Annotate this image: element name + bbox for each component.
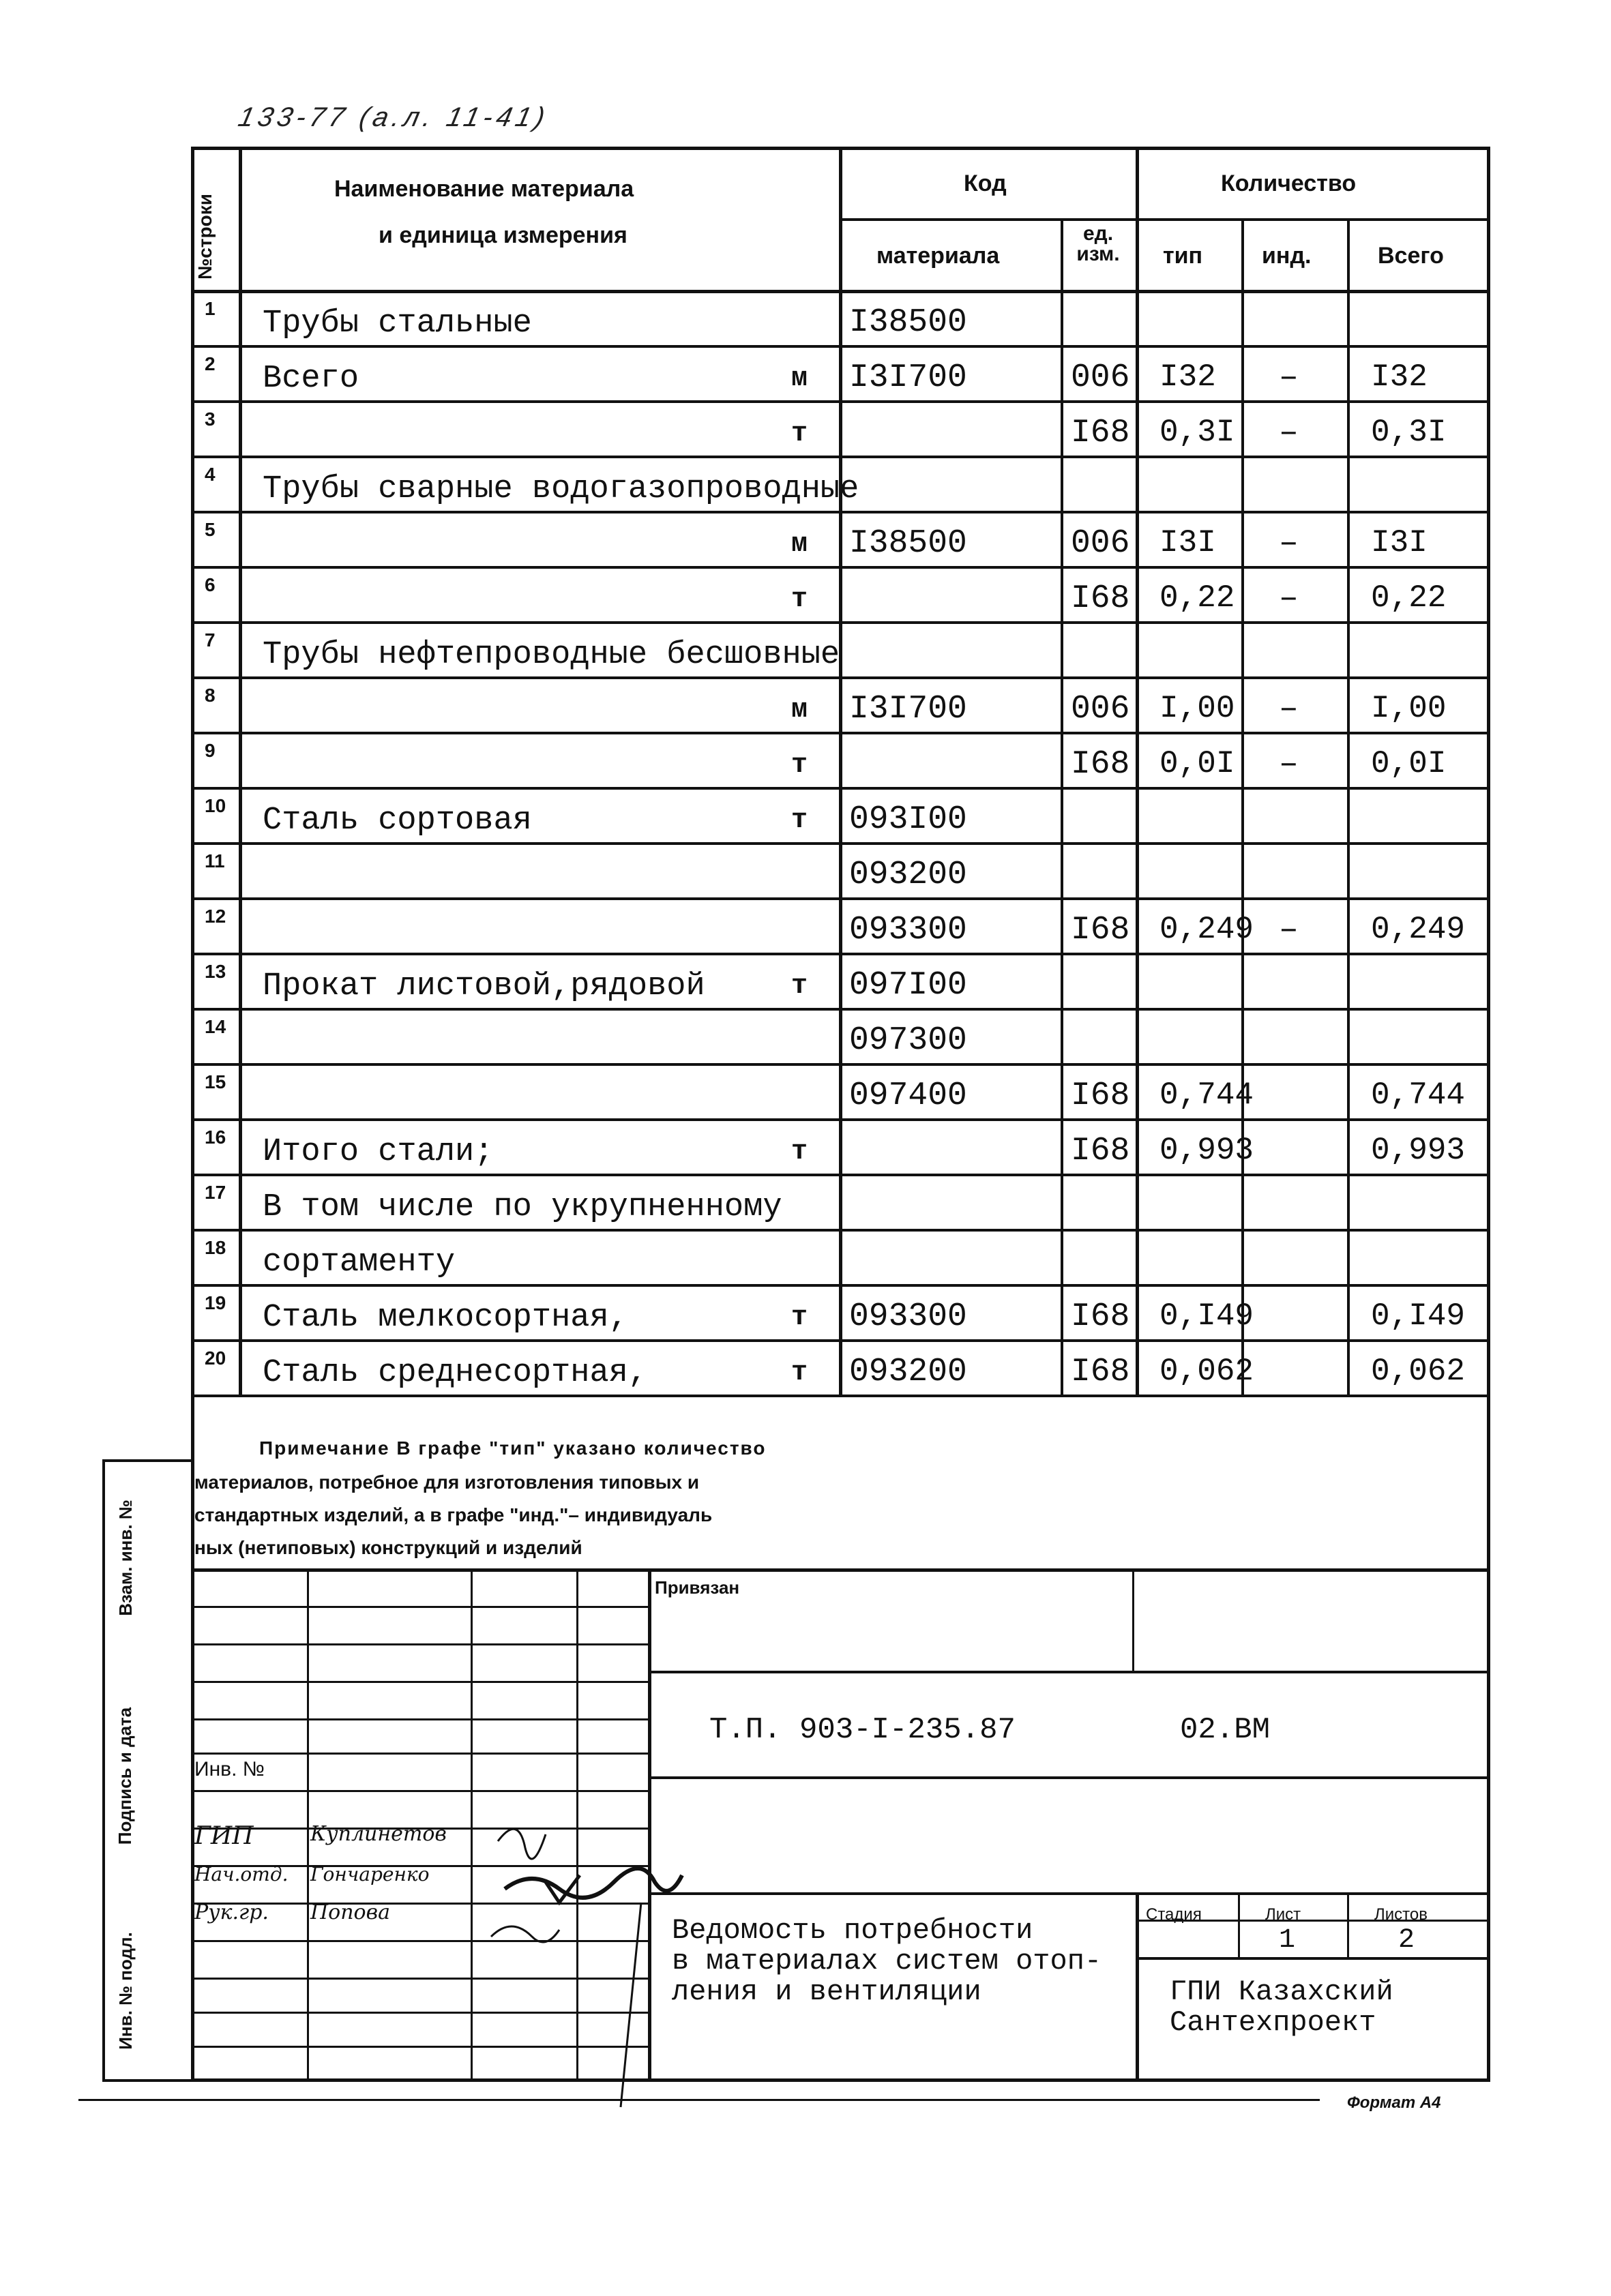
stamp-grid-line [191,1606,648,1608]
side-strip [102,1459,191,2082]
row-line [191,842,1490,845]
stamp-title-top [648,1892,1490,1895]
row-qty-type: 0,744 [1159,1077,1254,1113]
row-name: Трубы стальные [263,305,532,342]
row-number: 20 [205,1347,226,1369]
row-material-code: I38500 [849,525,967,562]
col-line-type [1241,218,1244,1395]
stamp-col-a [307,1568,309,2082]
row-line [191,621,1490,624]
row-qty-total: 0,I49 [1371,1298,1466,1334]
row-unit: т [791,419,808,449]
row-material-code: 097400 [849,1077,967,1114]
stamp-grid-line [191,1643,648,1645]
row-name: Сталь мелкосортная, [263,1300,628,1336]
row-unit: т [791,971,808,1002]
row-qty-total: I,00 [1371,691,1447,726]
row-unit-code: 006 [1071,691,1130,728]
bottom-rule [78,2099,1320,2101]
row-line [191,456,1490,458]
row-name: Всего [263,361,359,397]
sig2-role: Нач.отд. [194,1863,289,1885]
row-number: 18 [205,1237,226,1258]
sheet-value: 1 [1279,1925,1296,1956]
row-name: Трубы нефтепроводные бесшовные [263,637,840,673]
row-line [191,1339,1490,1342]
org-line1: ГПИ Казахский [1170,1976,1393,2008]
sig3-name: Попова [310,1900,390,1924]
row-material-code: I3I700 [849,691,967,728]
row-unit: т [791,584,808,615]
row-number: 16 [205,1127,226,1148]
doc-code: Т.П. 903-I-235.87 [709,1713,1016,1747]
row-name: Трубы сварные водогазопроводные [263,471,859,507]
row-number: 1 [205,298,216,319]
stamp-grid-line [191,1681,648,1683]
header-qty-total: Всего [1378,243,1444,269]
inv-no-label: Инв. № [194,1758,265,1780]
row-line [191,511,1490,513]
row-unit-code: I68 [1071,912,1130,949]
doc-title-line1: Ведомость потребности [672,1914,1033,1947]
row-material-code: 093300 [849,1298,967,1335]
note-line2: материалов, потребное для изготовления типовых и [194,1472,700,1493]
row-qty-ind: – [1279,525,1299,562]
row-number: 10 [205,795,226,816]
col-line-ind [1347,218,1350,1395]
row-qty-total: 0,22 [1371,580,1447,616]
header-code-material: материала [876,243,1000,269]
sheets-label: Листов [1374,1905,1428,1924]
top-note: 133-77 (a.л. 11-41) [235,102,552,132]
row-line [191,400,1490,403]
row-unit-code: I68 [1071,746,1130,783]
col-line-name [839,147,842,1395]
row-number: 9 [205,740,216,761]
col-line-unit [1136,147,1139,1395]
org-line2: Сантехпроект [1170,2006,1376,2039]
format-label: Формат А4 [1347,2093,1441,2112]
sig1-role: ГИП [194,1822,254,1850]
stamp-grid-line [191,1753,648,1755]
row-material-code: 097300 [849,1022,967,1059]
stamp-top-line [191,1568,1490,1572]
row-qty-type: I3I [1159,525,1216,561]
header-subline [839,218,1490,221]
stamp-grid-line [191,1718,648,1720]
doc-title-line2: в материалах систем отоп- [672,1945,1102,1978]
row-material-code: I3I700 [849,359,967,396]
row-number: 6 [205,574,216,595]
row-number: 5 [205,519,216,540]
row-line [191,1229,1490,1232]
row-unit: т [791,1302,808,1333]
privyazan-label: Привязан [655,1577,740,1598]
row-number: 11 [205,850,225,871]
row-number: 19 [205,1292,226,1313]
row-qty-total: I32 [1371,359,1428,395]
row-qty-total: 0,3I [1371,415,1447,450]
row-unit-code: I68 [1071,1077,1130,1114]
row-line [191,787,1490,790]
row-number: 15 [205,1071,226,1092]
row-unit: м [791,695,808,726]
stage-label: Стадия [1146,1905,1202,1924]
doc-title-line3: ления и вентиляции [672,1976,981,2008]
row-number: 12 [205,906,226,927]
stamp-privyazan-split [1132,1568,1134,1671]
side-label-inv-podl: Инв. № подл. [115,1931,136,2050]
row-qty-ind: – [1279,912,1299,949]
note-line4: ных (нетиповых) конструкций и изделий [194,1537,582,1558]
row-unit: т [791,750,808,781]
header-code-group: Код [964,170,1007,196]
row-material-code: 093200 [849,856,967,893]
stamp-privyazan-bottom [648,1671,1490,1673]
row-qty-ind: – [1279,580,1299,617]
header-name-line2: и единица измерения [379,222,627,248]
row-unit-code: I68 [1071,580,1130,617]
row-material-code: 093300 [849,912,967,949]
row-qty-ind: – [1279,746,1299,783]
sheets-value: 2 [1398,1925,1415,1956]
row-qty-type: 0,0I [1159,746,1235,781]
header-code-unit: ед. изм. [1076,222,1120,265]
row-line [191,1174,1490,1176]
note-line1: Примечание В графе "тип" указано количество [259,1437,767,1459]
col-line-code [1061,218,1063,1395]
sig1-name: Куплинетов [310,1822,447,1846]
header-qty-type: тип [1163,243,1203,269]
row-number: 2 [205,353,216,374]
row-qty-total: 0,0I [1371,746,1447,781]
stamp-sheet-line [1136,1957,1490,1960]
row-qty-total: 0,744 [1371,1077,1466,1113]
row-number: 13 [205,961,226,982]
col-line-rownum [239,147,242,1395]
row-unit-code: I68 [1071,415,1130,451]
row-line [191,345,1490,348]
row-unit-code: I68 [1071,1354,1130,1390]
row-qty-total: I3I [1371,525,1428,561]
stamp-code-bottom [648,1776,1490,1779]
header-name-line1: Наименование материала [334,176,634,202]
row-line [191,1008,1490,1011]
row-material-code: 093200 [849,1354,967,1390]
row-qty-type: 0,249 [1159,912,1254,947]
row-unit: т [791,805,808,836]
row-unit: т [791,1137,808,1167]
row-line [191,1063,1490,1066]
stamp-sheet-col [1347,1892,1349,1957]
row-line [191,897,1490,900]
row-unit-code: 006 [1071,525,1130,562]
row-line [191,566,1490,569]
row-number: 14 [205,1016,226,1037]
row-number: 17 [205,1182,226,1203]
row-qty-type: 0,I49 [1159,1298,1254,1334]
row-line [191,1395,1490,1397]
row-qty-type: 0,22 [1159,580,1235,616]
row-qty-ind: – [1279,415,1299,451]
side-label-vzam: Взам. инв. № [115,1499,136,1616]
sig2-name: Гончаренко [310,1863,430,1885]
side-label-podpis: Подпись и дата [115,1707,136,1845]
row-qty-type: I32 [1159,359,1216,395]
row-material-code: I38500 [849,304,967,341]
row-number: 8 [205,685,216,706]
row-qty-ind: – [1279,359,1299,396]
row-line [191,676,1490,679]
row-unit: м [791,363,808,394]
row-unit-code: I68 [1071,1133,1130,1169]
row-material-code: 093I00 [849,801,967,838]
row-name: Сталь сортовая [263,803,532,839]
row-qty-type: 0,993 [1159,1133,1254,1168]
row-qty-ind: – [1279,691,1299,728]
row-unit-code: 006 [1071,359,1130,396]
header-row-number: №строки [194,194,216,280]
stamp-grid-line [191,1790,648,1792]
row-unit-code: I68 [1071,1298,1130,1335]
header-qty-ind: инд. [1262,243,1312,269]
row-qty-type: 0,062 [1159,1354,1254,1389]
row-name: Прокат листовой,рядовой [263,968,705,1004]
row-name: сортаменту [263,1244,456,1281]
sig3-role: Рук.гр. [194,1900,269,1924]
row-line [191,732,1490,734]
row-qty-total: 0,062 [1371,1354,1466,1389]
row-qty-total: 0,249 [1371,912,1466,947]
row-unit: т [791,1358,808,1388]
row-qty-type: I,00 [1159,691,1235,726]
doc-mark: 02.ВМ [1180,1713,1271,1747]
row-material-code: 097I00 [849,967,967,1004]
row-number: 4 [205,464,216,485]
row-line [191,1118,1490,1121]
row-name: В том числе по укрупненному [263,1189,782,1225]
header-qty-group: Количество [1221,170,1357,196]
row-line [191,1284,1490,1287]
row-number: 3 [205,408,216,430]
stamp-stage-col [1238,1892,1240,1957]
row-number: 7 [205,629,216,651]
note-line3: стандартных изделий, а в графе "инд."– индивидуаль [194,1504,713,1525]
row-line [191,953,1490,955]
sheet-label: Лист [1265,1905,1301,1924]
row-qty-total: 0,993 [1371,1133,1466,1168]
row-name: Итого стали; [263,1134,494,1170]
row-unit: м [791,529,808,560]
row-qty-type: 0,3I [1159,415,1235,450]
row-name: Сталь среднесортная, [263,1355,648,1391]
